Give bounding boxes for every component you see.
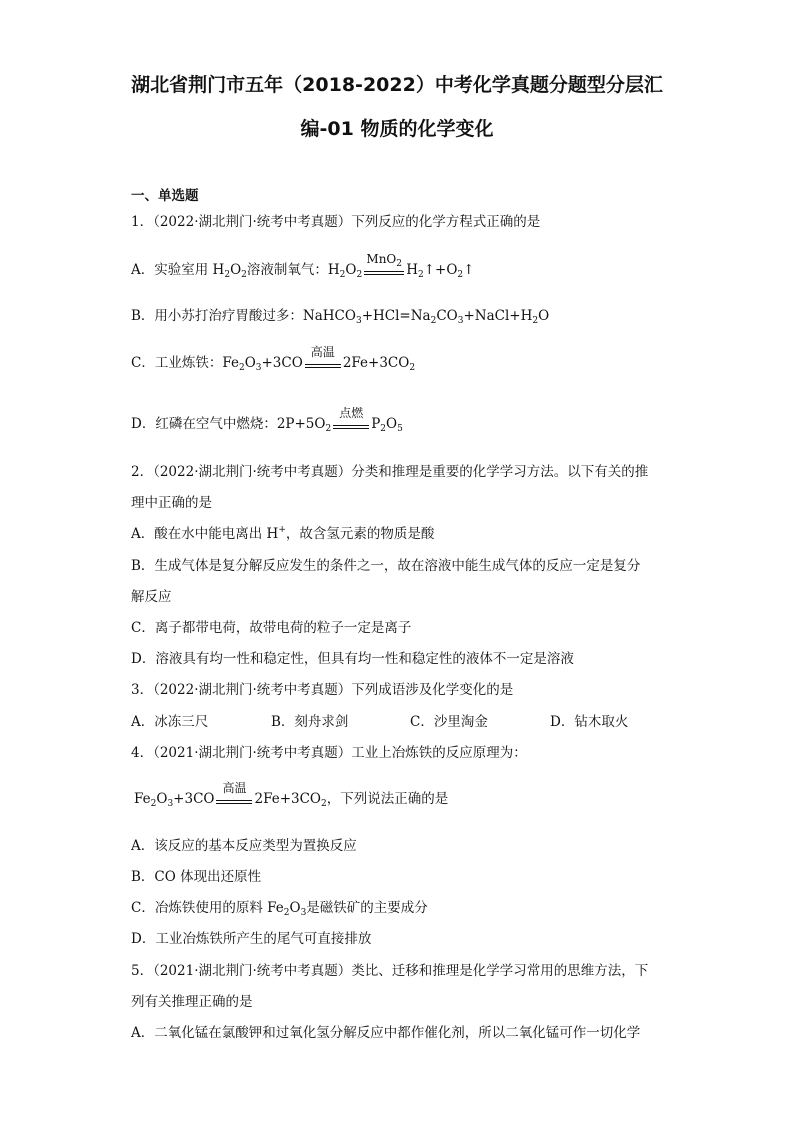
question-1-option-c: C．工业炼铁：$Fe_2O_3+3CO$ 高温 $2Fe+3CO_2$: [131, 345, 416, 373]
question-1-option-b: B．用小苏打治疗胃酸过多：$NaHCO_3+HCl=Na_2CO_3+NaCl+H_2O$: [131, 308, 550, 326]
question-3-option-d: D．钻木取火: [550, 714, 629, 730]
question-4-option-d: D．工业冶炼铁所产生的尾气可直接排放: [131, 931, 372, 947]
question-3-option-b: B．刻舟求剑: [271, 714, 349, 730]
document-title-line-1: 湖北省荆门市五年（2018-2022）中考化学真题分题型分层汇: [131, 74, 663, 96]
question-1-option-d: D．红磷在空气中燃烧：$2P+5O_2$ 点燃 $P_2O_5$: [131, 406, 403, 434]
question-4-option-a: A．该反应的基本反应类型为置换反应: [131, 838, 357, 854]
question-3-option-c: C．沙里淘金: [410, 714, 488, 730]
question-1-option-a: A．实验室用 $H_2O_2$溶液制氧气：$H_2O_2$ MnO$_2$ $H_2↑+O_2↑$: [131, 252, 475, 280]
question-2-stem-line-1: 2．（2022·湖北荆门·统考中考真题）分类和推理是重要的化学学习方法。以下有关的推: [131, 464, 649, 480]
question-5-stem-line-2: 列有关推理正确的是: [131, 994, 253, 1010]
reaction-condition-high-temp-2: 高温: [214, 800, 254, 809]
reaction-condition-ignite: 点燃: [331, 425, 371, 434]
document-title-line-2: 编-01 物质的化学变化: [300, 118, 494, 140]
question-4-option-b: B．CO 体现出还原性: [131, 869, 262, 885]
reaction-condition-mno2: MnO$_2$: [362, 271, 406, 280]
section-heading: 一、单选题: [131, 188, 199, 204]
question-4-stem: 4．（2021·湖北荆门·统考中考真题）工业上冶炼铁的反应原理为：: [131, 745, 527, 761]
reaction-condition-high-temp: 高温: [303, 364, 343, 373]
question-5-stem-line-1: 5．（2021·湖北荆门·统考中考真题）类比、迁移和推理是化学学习常用的思维方法，下: [131, 963, 649, 979]
question-3-stem: 3．（2022·湖北荆门·统考中考真题）下列成语涉及化学变化的是: [131, 682, 514, 698]
question-2-option-c: C．离子都带电荷，故带电荷的粒子一定是离子: [131, 620, 412, 636]
question-5-option-a: A．二氧化锰在氯酸钾和过氧化氢分解反应中都作催化剂，所以二氧化锰可作一切化学: [131, 1025, 641, 1041]
question-4-option-c: C．冶炼铁使用的原料 $Fe_2O_3$是磁铁矿的主要成分: [131, 900, 428, 918]
question-2-option-d: D．溶液具有均一性和稳定性，但具有均一性和稳定性的液体不一定是溶液: [131, 651, 574, 667]
question-2-stem-line-2: 理中正确的是: [131, 495, 212, 511]
question-2-option-a: A．酸在水中能电离出 H+，故含氢元素的物质是酸: [131, 525, 435, 542]
question-1-stem: 1．（2022·湖北荆门·统考中考真题）下列反应的化学方程式正确的是: [131, 214, 541, 230]
question-2-option-b-line-2: 解反应: [131, 589, 172, 605]
question-4-equation: $Fe_2O_3+3CO$ 高温 $2Fe+3CO_2$，下列说法正确的是: [134, 781, 449, 809]
question-2-option-b-line-1: B．生成气体是复分解反应发生的条件之一，故在溶液中能生成气体的反应一定是复分: [131, 558, 641, 574]
question-3-option-a: A．冰冻三尺: [131, 714, 209, 730]
